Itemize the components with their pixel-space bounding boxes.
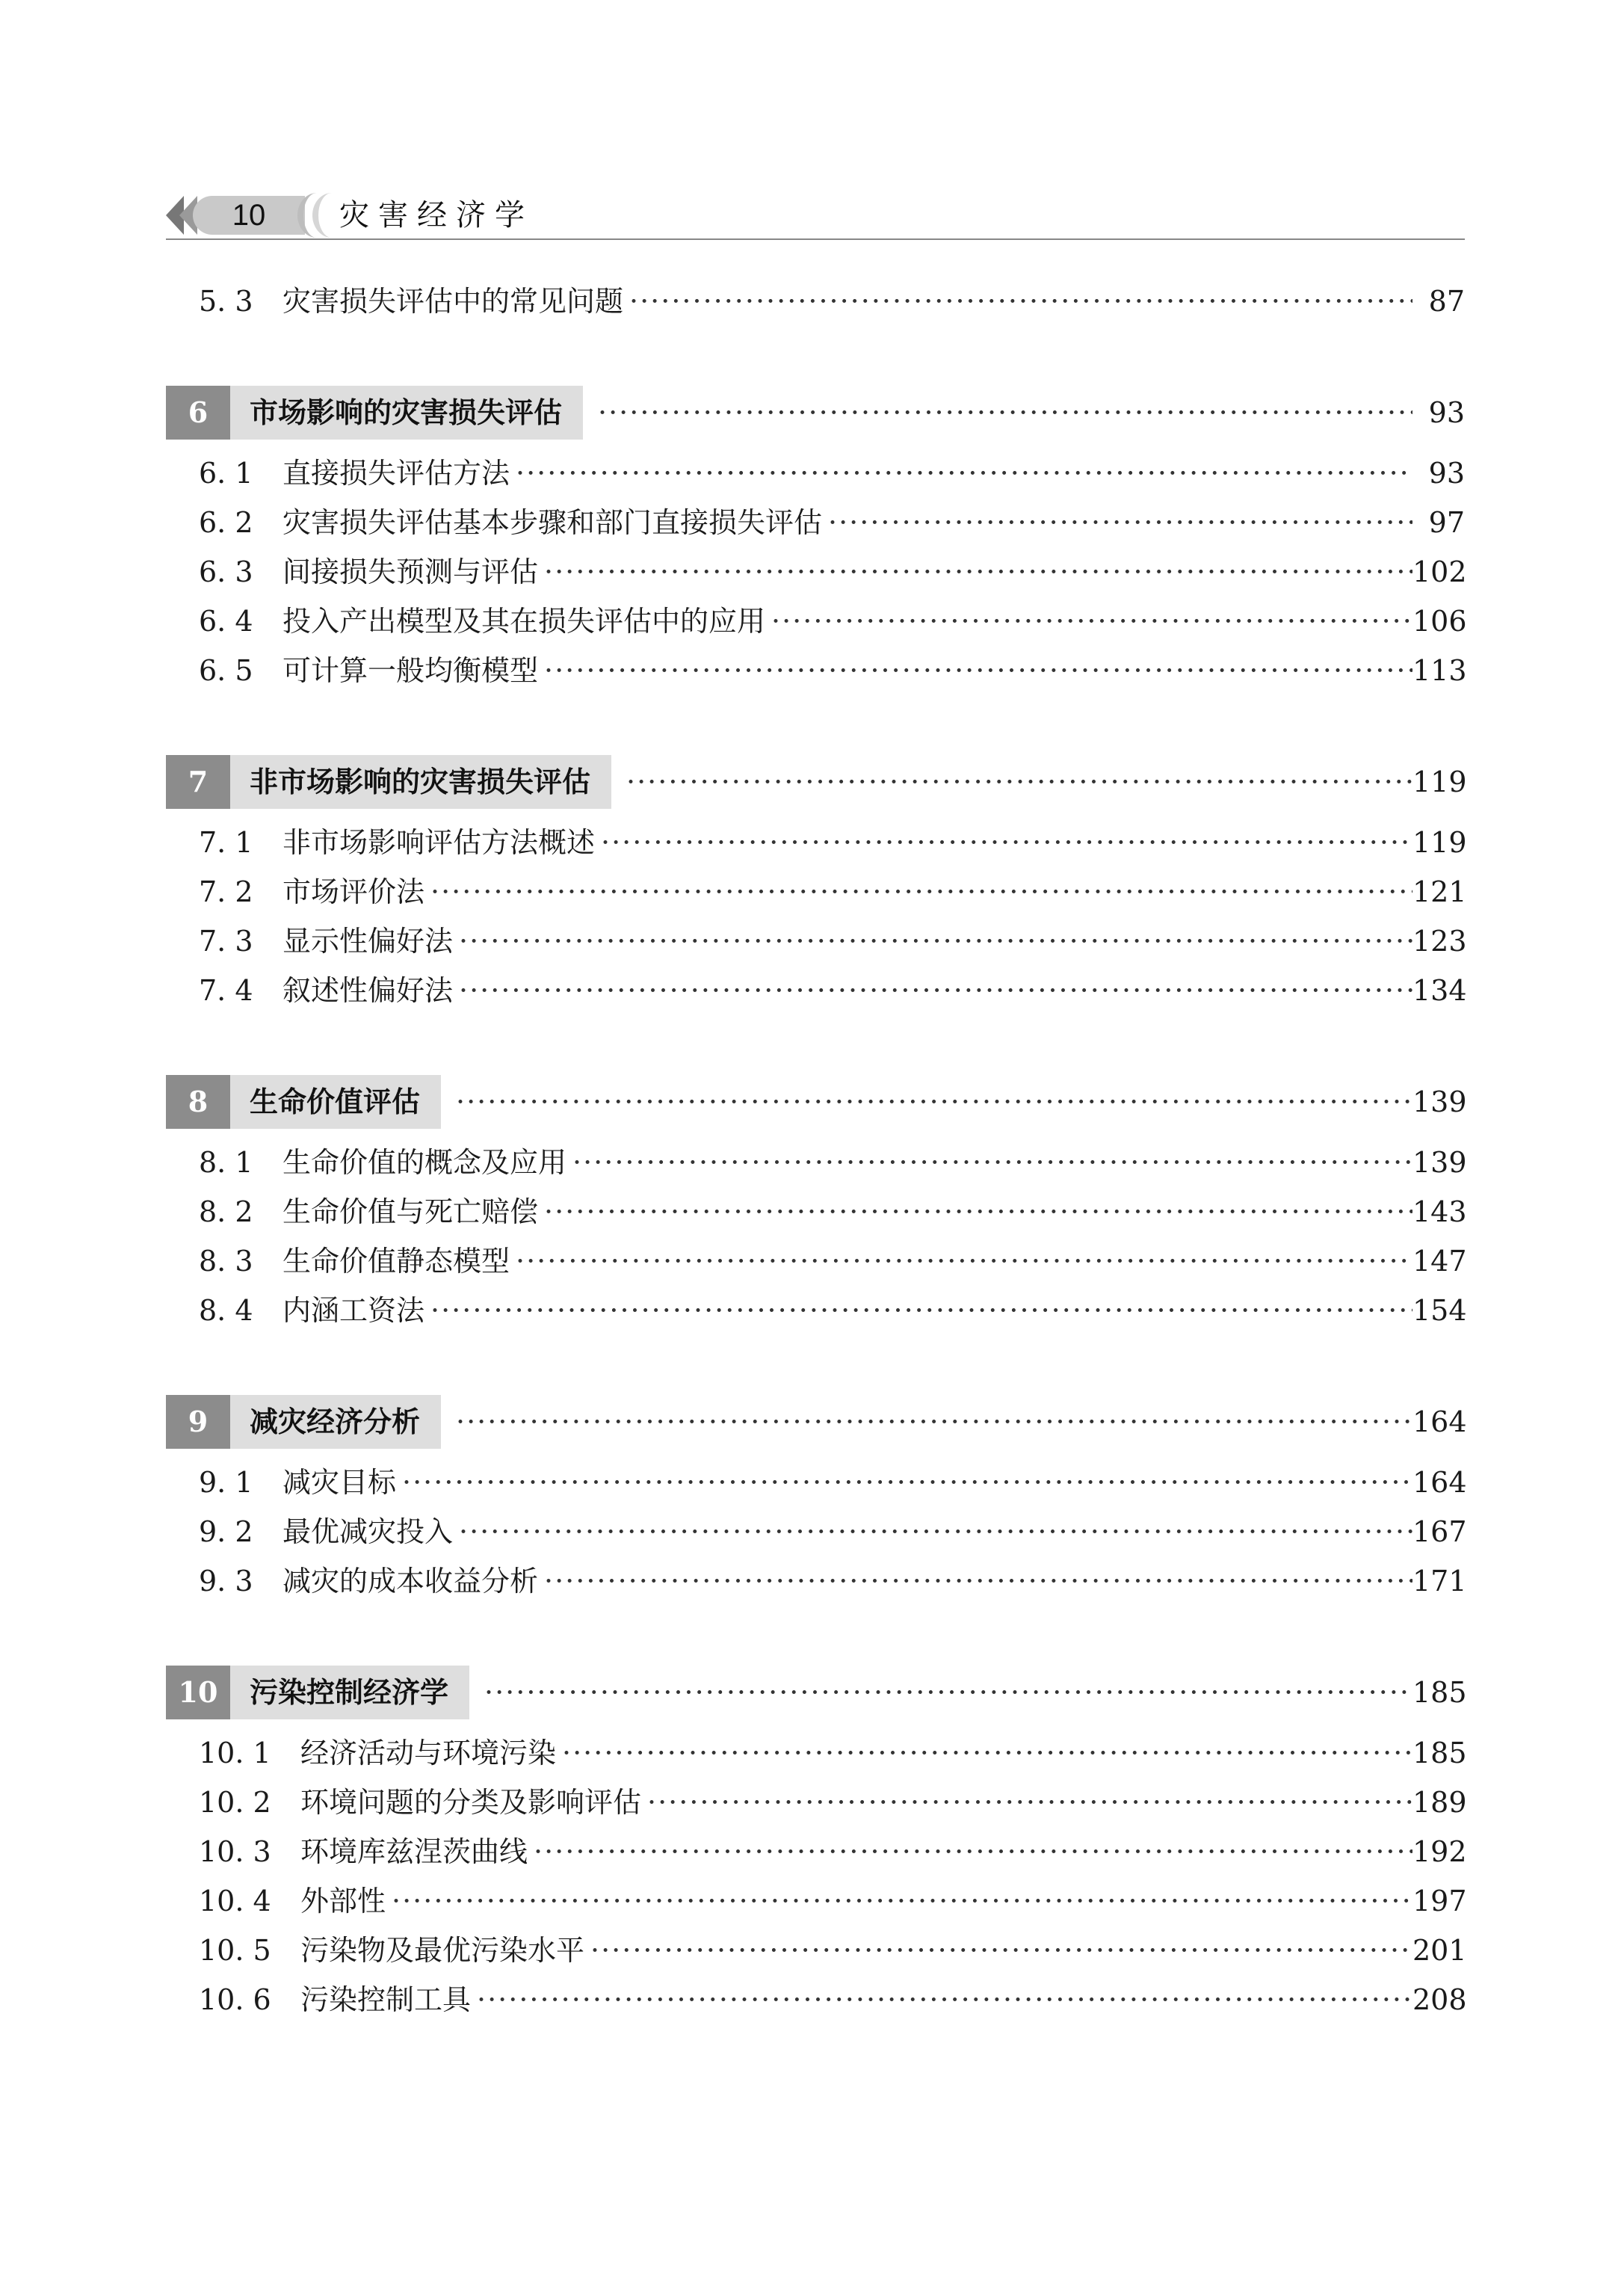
dot-leader <box>544 1187 1412 1236</box>
spacer <box>166 1335 1465 1395</box>
spacer <box>166 1015 1465 1075</box>
dot-leader <box>562 1728 1412 1778</box>
dot-leader <box>544 1556 1412 1606</box>
toc-entry[interactable] <box>166 597 1465 646</box>
section-number: 7. 2 <box>199 875 253 908</box>
dot-leader <box>459 917 1412 966</box>
page-ref: 102 <box>1412 555 1467 588</box>
chapter-title: 非市场影响的灾害损失评估 <box>230 755 611 809</box>
section-number: 9. 2 <box>199 1515 253 1548</box>
section-title: 内涵工资法 <box>282 1294 425 1327</box>
page-ref: 147 <box>1412 1245 1467 1278</box>
section-title: 环境库兹涅茨曲线 <box>300 1835 528 1868</box>
dot-leader <box>544 646 1412 695</box>
page-ref: 97 <box>1428 506 1465 539</box>
section-number: 10. 2 <box>199 1786 271 1819</box>
section-number: 8. 2 <box>199 1195 253 1228</box>
spacer <box>166 326 1465 386</box>
section-number: 10. 4 <box>199 1885 271 1917</box>
dot-leader <box>516 449 1412 498</box>
chapter-heading[interactable] <box>166 1075 1465 1129</box>
page-ref: 134 <box>1412 974 1467 1007</box>
page-ref: 113 <box>1412 654 1467 687</box>
page-ref: 87 <box>1428 285 1465 318</box>
spacer <box>166 695 1465 755</box>
toc-entry[interactable] <box>166 277 1465 326</box>
dot-leader <box>459 1507 1412 1556</box>
section-title: 生命价值的概念及应用 <box>282 1146 567 1179</box>
section-title: 灾害损失评估中的常见问题 <box>282 285 624 318</box>
chapter-number: 10 <box>166 1666 230 1719</box>
chapter-number: 8 <box>166 1075 230 1129</box>
section-title: 污染控制工具 <box>300 1983 472 2016</box>
section-title: 环境问题的分类及影响评估 <box>300 1786 642 1819</box>
section-number: 7. 1 <box>199 826 253 859</box>
dot-leader <box>459 966 1412 1015</box>
dot-leader <box>572 1138 1412 1187</box>
dot-leader <box>598 386 1412 440</box>
dot-leader <box>477 1975 1412 2024</box>
dot-leader <box>590 1926 1412 1975</box>
toc-entry[interactable] <box>166 818 1465 867</box>
section-number: 6. 2 <box>199 506 253 539</box>
section-title: 投入产出模型及其在损失评估中的应用 <box>282 605 766 638</box>
book-title: 灾害经济学 <box>339 198 534 232</box>
section-number: 10. 6 <box>199 1983 271 2016</box>
dot-leader <box>402 1458 1412 1507</box>
toc-entry[interactable] <box>166 547 1465 597</box>
toc-entry[interactable] <box>166 966 1465 1015</box>
toc-entry[interactable] <box>166 498 1465 547</box>
dot-leader <box>647 1778 1412 1827</box>
page-ref: 123 <box>1412 925 1467 958</box>
dot-leader <box>392 1876 1412 1926</box>
toc-entry[interactable] <box>166 1236 1465 1286</box>
page-ref: 171 <box>1412 1565 1467 1598</box>
toc-entry[interactable] <box>166 1187 1465 1236</box>
toc-entry[interactable] <box>166 1138 1465 1187</box>
toc-entry[interactable] <box>166 449 1465 498</box>
page-number: 10 <box>193 196 305 235</box>
toc-entry[interactable] <box>166 1926 1465 1975</box>
section-number: 8. 4 <box>199 1294 253 1327</box>
page-ref: 119 <box>1412 765 1467 798</box>
dot-leader <box>430 1286 1412 1335</box>
toc-entry[interactable] <box>166 867 1465 917</box>
section-number: 7. 3 <box>199 925 253 958</box>
section-number: 10. 1 <box>199 1737 271 1769</box>
section-number: 10. 3 <box>199 1835 271 1868</box>
dot-leader <box>626 755 1412 809</box>
toc-entry[interactable] <box>166 1507 1465 1556</box>
header-divider <box>166 238 1465 240</box>
section-title: 直接损失评估方法 <box>282 457 510 490</box>
page-ref: 164 <box>1412 1466 1467 1499</box>
section-number: 6. 3 <box>199 555 253 588</box>
dot-leader <box>456 1395 1412 1449</box>
section-title: 叙述性偏好法 <box>282 974 454 1007</box>
section-number: 8. 3 <box>199 1245 253 1278</box>
page-ref: 167 <box>1412 1515 1467 1548</box>
dot-leader <box>484 1666 1412 1719</box>
section-title: 污染物及最优污染水平 <box>300 1934 585 1967</box>
page-ref: 121 <box>1412 875 1467 908</box>
section-number: 9. 3 <box>199 1565 253 1598</box>
chapter-heading[interactable] <box>166 1666 1465 1719</box>
toc-entry[interactable] <box>166 1778 1465 1827</box>
section-title: 减灾目标 <box>282 1466 397 1499</box>
chapter-title: 污染控制经济学 <box>230 1666 469 1719</box>
section-title: 市场评价法 <box>282 875 425 908</box>
dot-leader <box>456 1075 1412 1129</box>
section-title: 灾害损失评估基本步骤和部门直接损失评估 <box>282 506 823 539</box>
section-title: 最优减灾投入 <box>282 1515 454 1548</box>
toc-entry[interactable] <box>166 1975 1465 2024</box>
page-ref: 154 <box>1412 1294 1467 1327</box>
section-title: 经济活动与环境污染 <box>300 1737 557 1769</box>
section-title: 显示性偏好法 <box>282 925 454 958</box>
dot-leader <box>771 597 1412 646</box>
section-number: 6. 1 <box>199 457 253 490</box>
chapter-title: 减灾经济分析 <box>230 1395 441 1449</box>
dot-leader <box>544 547 1412 597</box>
page-ref: 93 <box>1428 396 1465 429</box>
section-number: 9. 1 <box>199 1466 253 1499</box>
section-number: 7. 4 <box>199 974 253 1007</box>
toc-entry[interactable] <box>166 917 1465 966</box>
page-ref: 106 <box>1412 605 1467 638</box>
running-header <box>166 188 1465 241</box>
chapter-heading[interactable] <box>166 1395 1465 1449</box>
dot-leader <box>430 867 1412 917</box>
page-ref: 197 <box>1412 1885 1467 1917</box>
page-ref: 143 <box>1412 1195 1467 1228</box>
dot-leader <box>601 818 1412 867</box>
page-ref: 208 <box>1412 1983 1467 2016</box>
page-ref: 139 <box>1412 1085 1467 1118</box>
section-number: 10. 5 <box>199 1934 271 1967</box>
page-ref: 189 <box>1412 1786 1467 1819</box>
page-ref: 185 <box>1412 1737 1467 1769</box>
section-title: 减灾的成本收益分析 <box>282 1565 539 1598</box>
page-ref: 119 <box>1412 826 1467 859</box>
toc-entry[interactable] <box>166 1876 1465 1926</box>
table-of-contents <box>166 277 1465 2024</box>
page-ref: 201 <box>1412 1934 1467 1967</box>
page-ref: 192 <box>1412 1835 1467 1868</box>
section-number: 6. 5 <box>199 654 253 687</box>
section-number: 8. 1 <box>199 1146 253 1179</box>
page-ref: 93 <box>1428 457 1465 490</box>
section-number: 5. 3 <box>199 285 253 318</box>
toc-entry[interactable] <box>166 1458 1465 1507</box>
toc-entry[interactable] <box>166 1728 1465 1778</box>
chapter-heading[interactable] <box>166 755 1465 809</box>
dot-leader <box>534 1827 1412 1876</box>
chapter-title: 市场影响的灾害损失评估 <box>230 386 583 440</box>
section-title: 可计算一般均衡模型 <box>282 654 539 687</box>
dot-leader <box>516 1236 1412 1286</box>
section-title: 外部性 <box>300 1885 386 1917</box>
chapter-number: 9 <box>166 1395 230 1449</box>
toc-entry[interactable] <box>166 1286 1465 1335</box>
page-ref: 139 <box>1412 1146 1467 1179</box>
chapter-number: 6 <box>166 386 230 440</box>
toc-entry[interactable] <box>166 1556 1465 1606</box>
section-title: 生命价值与死亡赔偿 <box>282 1195 539 1228</box>
section-title: 间接损失预测与评估 <box>282 555 539 588</box>
page-ref: 185 <box>1412 1676 1467 1709</box>
dot-leader <box>629 277 1412 326</box>
section-number: 6. 4 <box>199 605 253 638</box>
page-ref: 164 <box>1412 1405 1467 1438</box>
chapter-title: 生命价值评估 <box>230 1075 441 1129</box>
toc-entry[interactable] <box>166 646 1465 695</box>
spacer <box>166 1606 1465 1666</box>
chapter-number: 7 <box>166 755 230 809</box>
chapter-heading[interactable] <box>166 386 1465 440</box>
section-title: 生命价值静态模型 <box>282 1245 510 1278</box>
dot-leader <box>828 498 1412 547</box>
toc-entry[interactable] <box>166 1827 1465 1876</box>
section-title: 非市场影响评估方法概述 <box>282 826 596 859</box>
